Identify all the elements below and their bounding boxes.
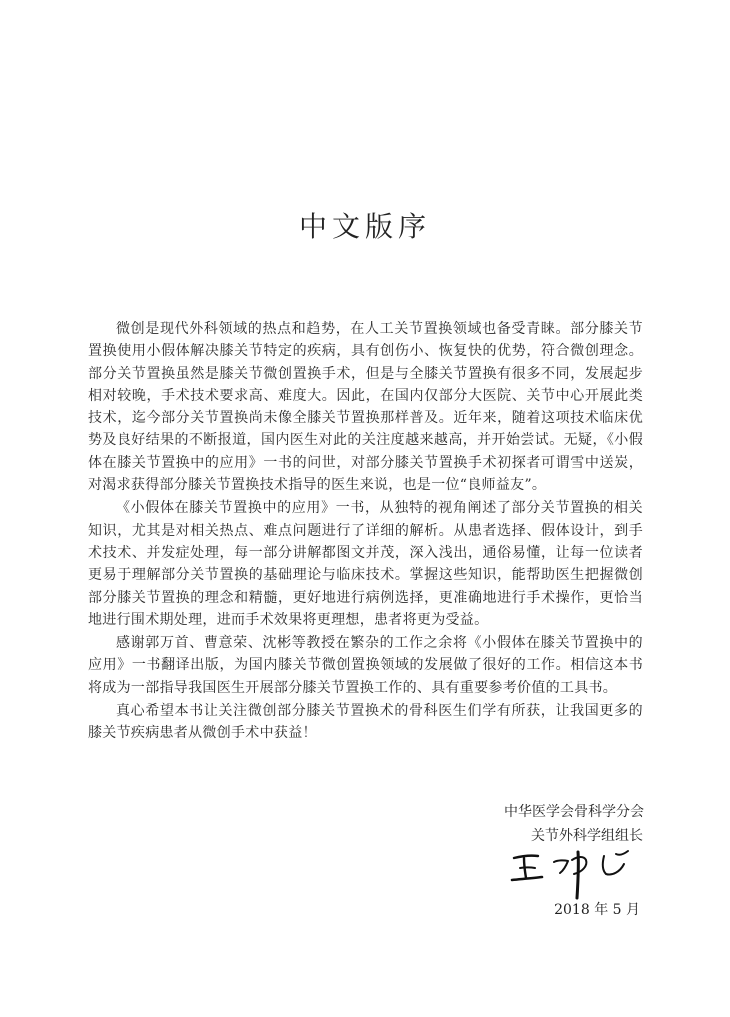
preface-body <box>88 318 643 746</box>
signature-block <box>404 800 644 848</box>
paragraph-3: 感谢郭万首、曹意荣、沈彬等教授在繁杂的工作之余将《小假体在膝关节置换中的应用》一书翻译出版，为国内膝关节微创置换领域的发展做了很好的工作。相信这本书将成为一部指导我国医生开展部分膝关节置换工作的、具有重要参考价值的工具书。 <box>88 635 643 696</box>
signature-date: 2018 年 5 月 <box>554 902 640 918</box>
signer-organization: 中华医学会骨科学分会 <box>504 804 644 820</box>
handwritten-signature <box>508 848 658 900</box>
signer-role: 关节外科学组组长 <box>531 828 643 844</box>
page-title: 中文版序 <box>298 210 431 243</box>
paragraph-2: 《小假体在膝关节置换中的应用》一书，从独特的视角阐述了部分关节置换的相关知识，尤其是对相关热点、难点问题进行了详细的解析。从患者选择、假体设计，到手术技术、并发症处理，每一部分讲解都图文并茂，深入浅出，通俗易懂，让每一位读者更易于理解部分关节置换的基础理论与临床技术。掌握这些知识，能帮助医生把握微创部分膝关节置换的理念和精髓，更好地进行病例选择，更准确地进行手术操作，更恰当地进行围术期处理，进而手术效果将更理想，患者将更为受益。 <box>88 500 643 628</box>
paragraph-4: 真心希望本书让关注微创部分膝关节置换术的骨科医生们学有所获，让我国更多的膝关节疾病患者从微创手术中获益！ <box>88 703 643 742</box>
paragraph-1: 微创是现代外科领域的热点和趋势，在人工关节置换领域也备受青睐。部分膝关节置换使用小假体解决膝关节特定的疾病，具有创伤小、恢复快的优势，符合微创理念。部分关节置换虽然是膝关节微创置换手术，但是与全膝关节置换有很多不同，发展起步相对较晚，手术技术要求高、难度大。因此，在国内仅部分大医院、关节中心开展此类技术，迄今部分关节置换尚未像全膝关节置换那样普及。近年来，随着这项技术临床优势及良好结果的不断报道，国内医生对此的关注度越来越高，并开始尝试。无疑，《小假体在膝关节置换中的应用》一书的问世，对部分膝关节置换手术初探者可谓雪中送炭，对渴求获得部分膝关节置换技术指导的医生来说，也是一位“良师益友”。 <box>88 321 643 494</box>
